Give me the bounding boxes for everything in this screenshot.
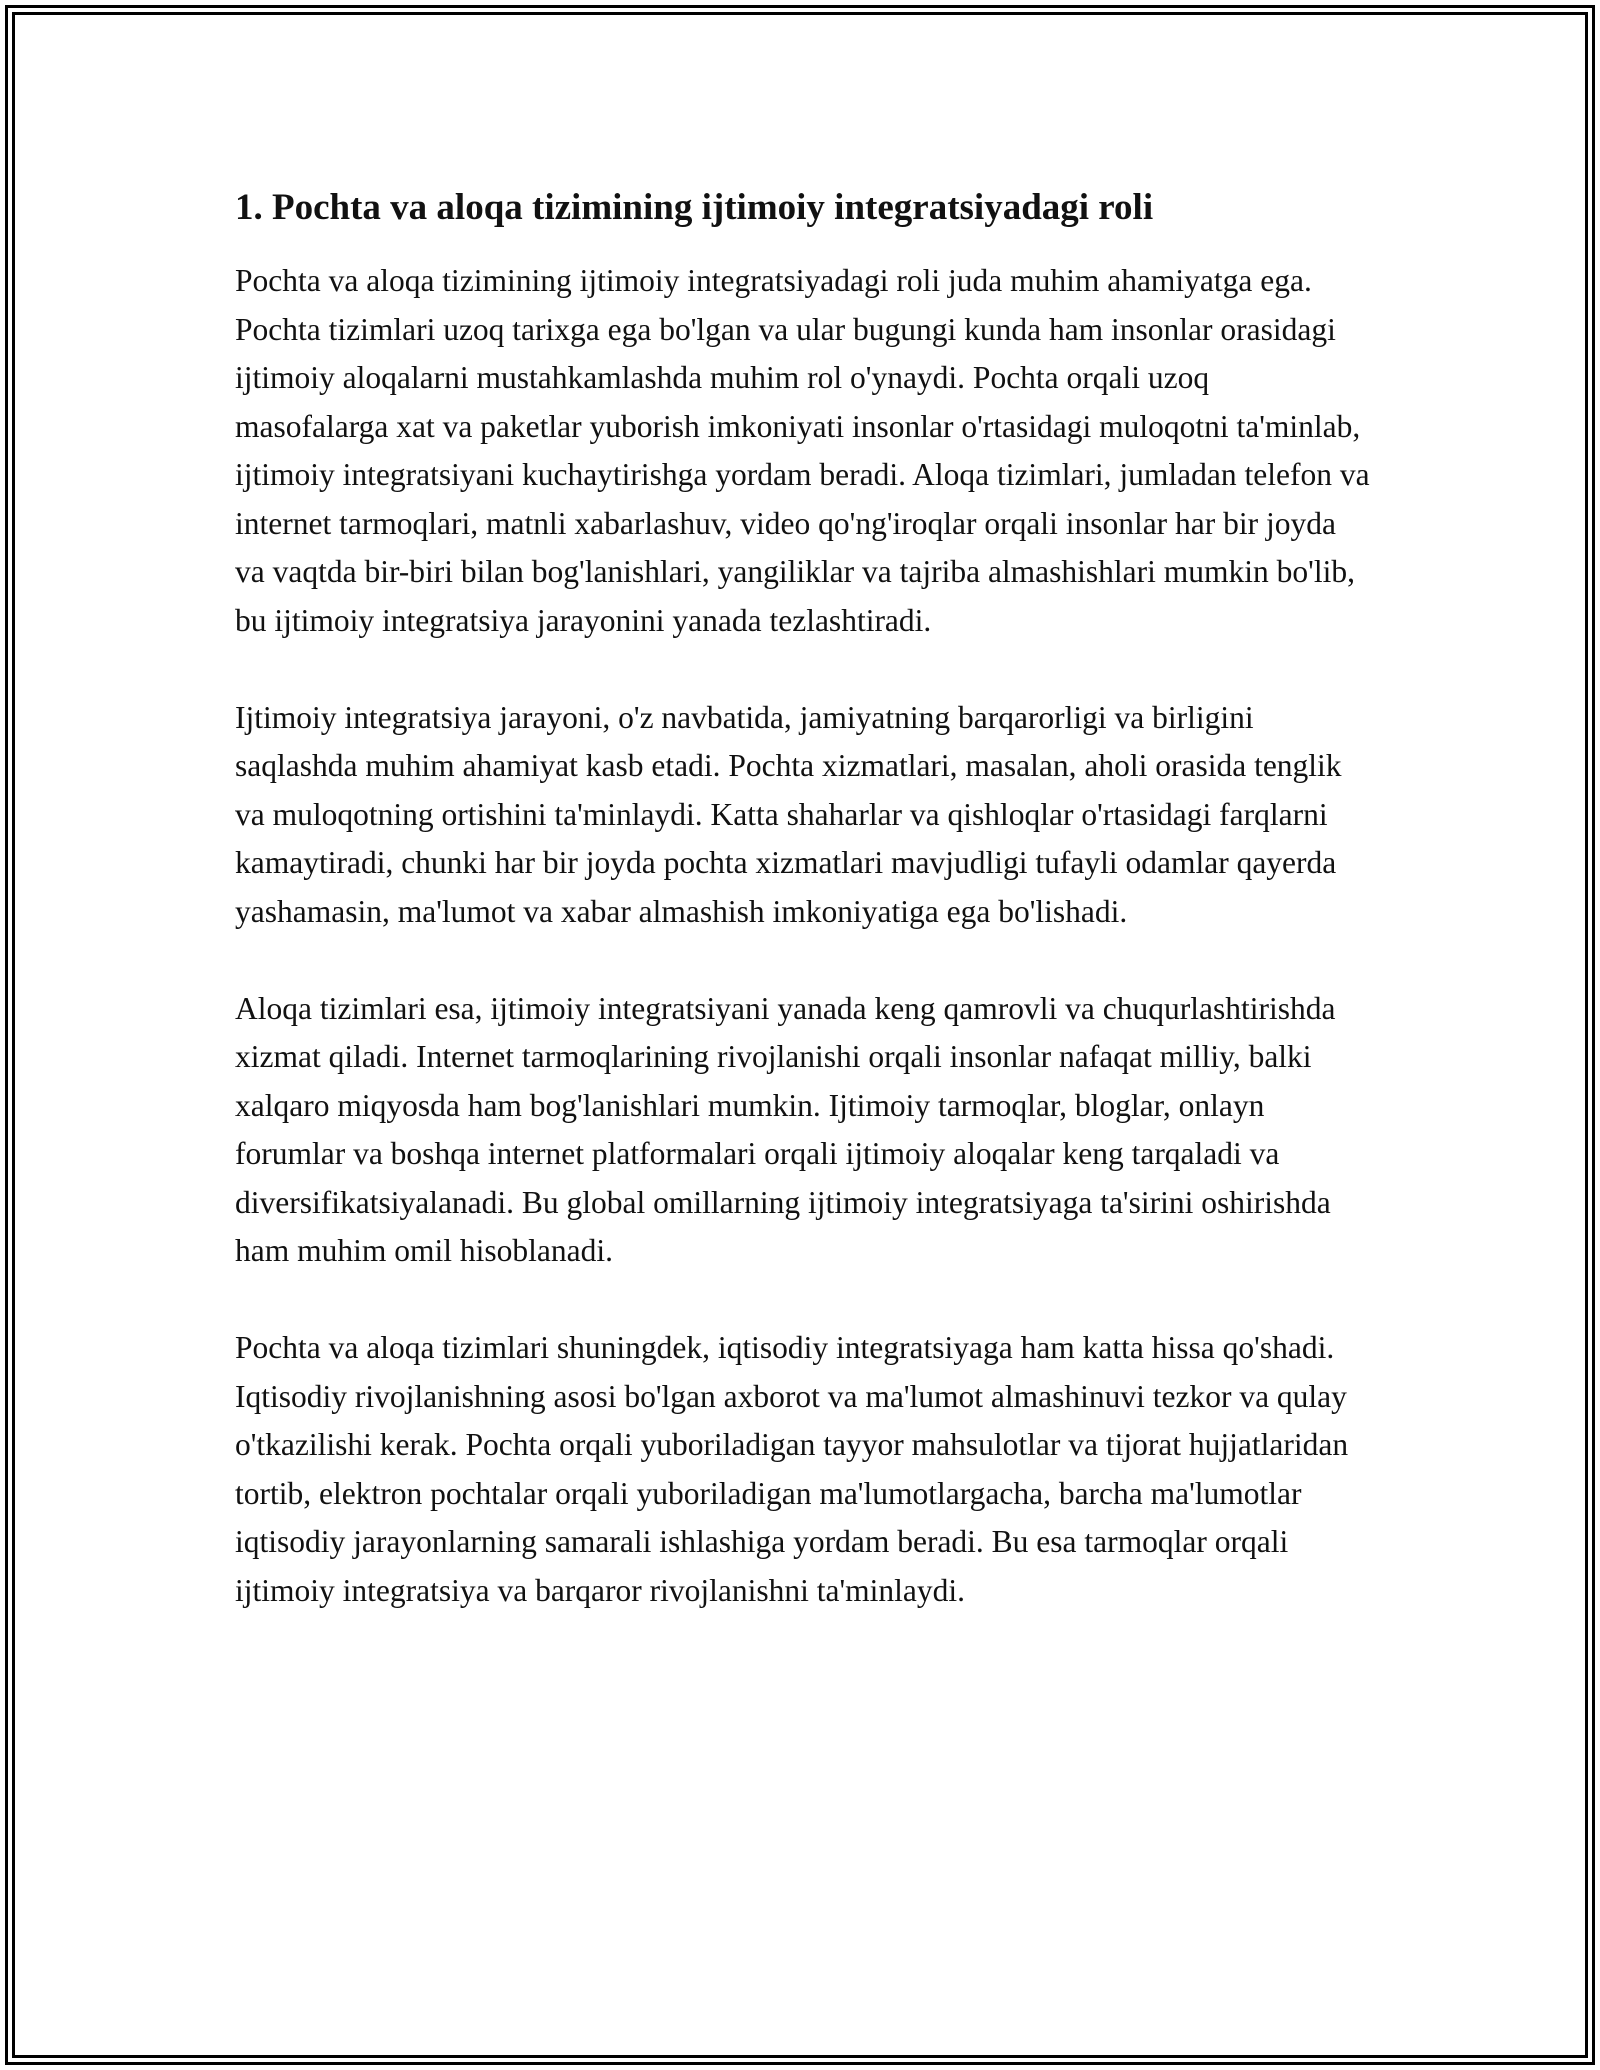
paragraph-4: Pochta va aloqa tizimlari shuningdek, iqtisodiy integratsiyaga ham katta hissa qo'shadi. Iqtisodiy rivojlanishning asosi bo'lgan axborot va ma'lumot almashinuvi tezkor va qulay o'tkazilishi kerak. Pochta orqali yuboriladigan tayyor mahsulotlar va tijorat hujjatlaridan tortib, elektron pochtalar orqali yuboriladigan ma'lumotlargacha, barcha ma'lumotlar iqtisodiy jarayonlarning samarali ishlashiga yordam beradi. Bu esa tarmoqlar orqali ijtimoiy integratsiya va barqaror rivojlanishni ta'minlaydi. bbox=[235, 1330, 1349, 1608]
paragraph-1: Pochta va aloqa tizimining ijtimoiy integratsiyadagi roli juda muhim ahamiyatga ega. Pochta tizimlari uzoq tarixga ega bo'lgan va ular bugungi kunda ham insonlar orasidagi ijtimoiy aloqalarni mustahkamlashda muhim rol o'ynaydi. Pochta orqali uzoq masofalarga xat va paketlar yuborish imkoniyati insonlar o'rtasidagi muloqotni ta'minlab, ijtimoiy integratsiyani kuchaytirishga yordam beradi. Aloqa tizimlari, jumladan telefon va internet tarmoqlari, matnli xabarlashuv, video qo'ng'iroqlar orqali insonlar har bir joyda va vaqtda bir-biri bilan bog'lanishlari, yangiliklar va tajriba almashishlari mumkin bo'lib, bu ijtimoiy integratsiya jarayonini yanada tezlashtiradi. bbox=[235, 263, 1370, 638]
paragraph-3: Aloqa tizimlari esa, ijtimoiy integratsiyani yanada keng qamrovli va chuqurlashtirishda xizmat qiladi. Internet tarmoqlarining rivojlanishi orqali insonlar nafaqat milliy, balki xalqaro miqyosda ham bog'lanishlari mumkin. Ijtimoiy tarmoqlar, bloglar, onlayn forumlar va boshqa internet platformalari orqali ijtimoiy aloqalar keng tarqaladi va diversifikatsiyalanadi. Bu global omillarning ijtimoiy integratsiyaga ta'sirini oshirishda ham muhim omil hisoblanadi. bbox=[235, 990, 1336, 1269]
section-heading: 1. Pochta va aloqa tizimining ijtimoiy integratsiyadagi roli bbox=[235, 187, 1154, 228]
document-body bbox=[235, 185, 1370, 1664]
paragraph-2: Ijtimoiy integratsiya jarayoni, o'z navbatida, jamiyatning barqarorligi va birligini saqlashda muhim ahamiyat kasb etadi. Pochta xizmatlari, masalan, aholi orasida tenglik va muloqotning ortishini ta'minlaydi. Katta shaharlar va qishloqlar o'rtasidagi farqlarni kamaytiradi, chunki har bir joyda pochta xizmatlari mavjudligi tufayli odamlar qayerda yashamasin, ma'lumot va xabar almashish imkoniyatiga ega bo'lishadi. bbox=[235, 699, 1342, 929]
